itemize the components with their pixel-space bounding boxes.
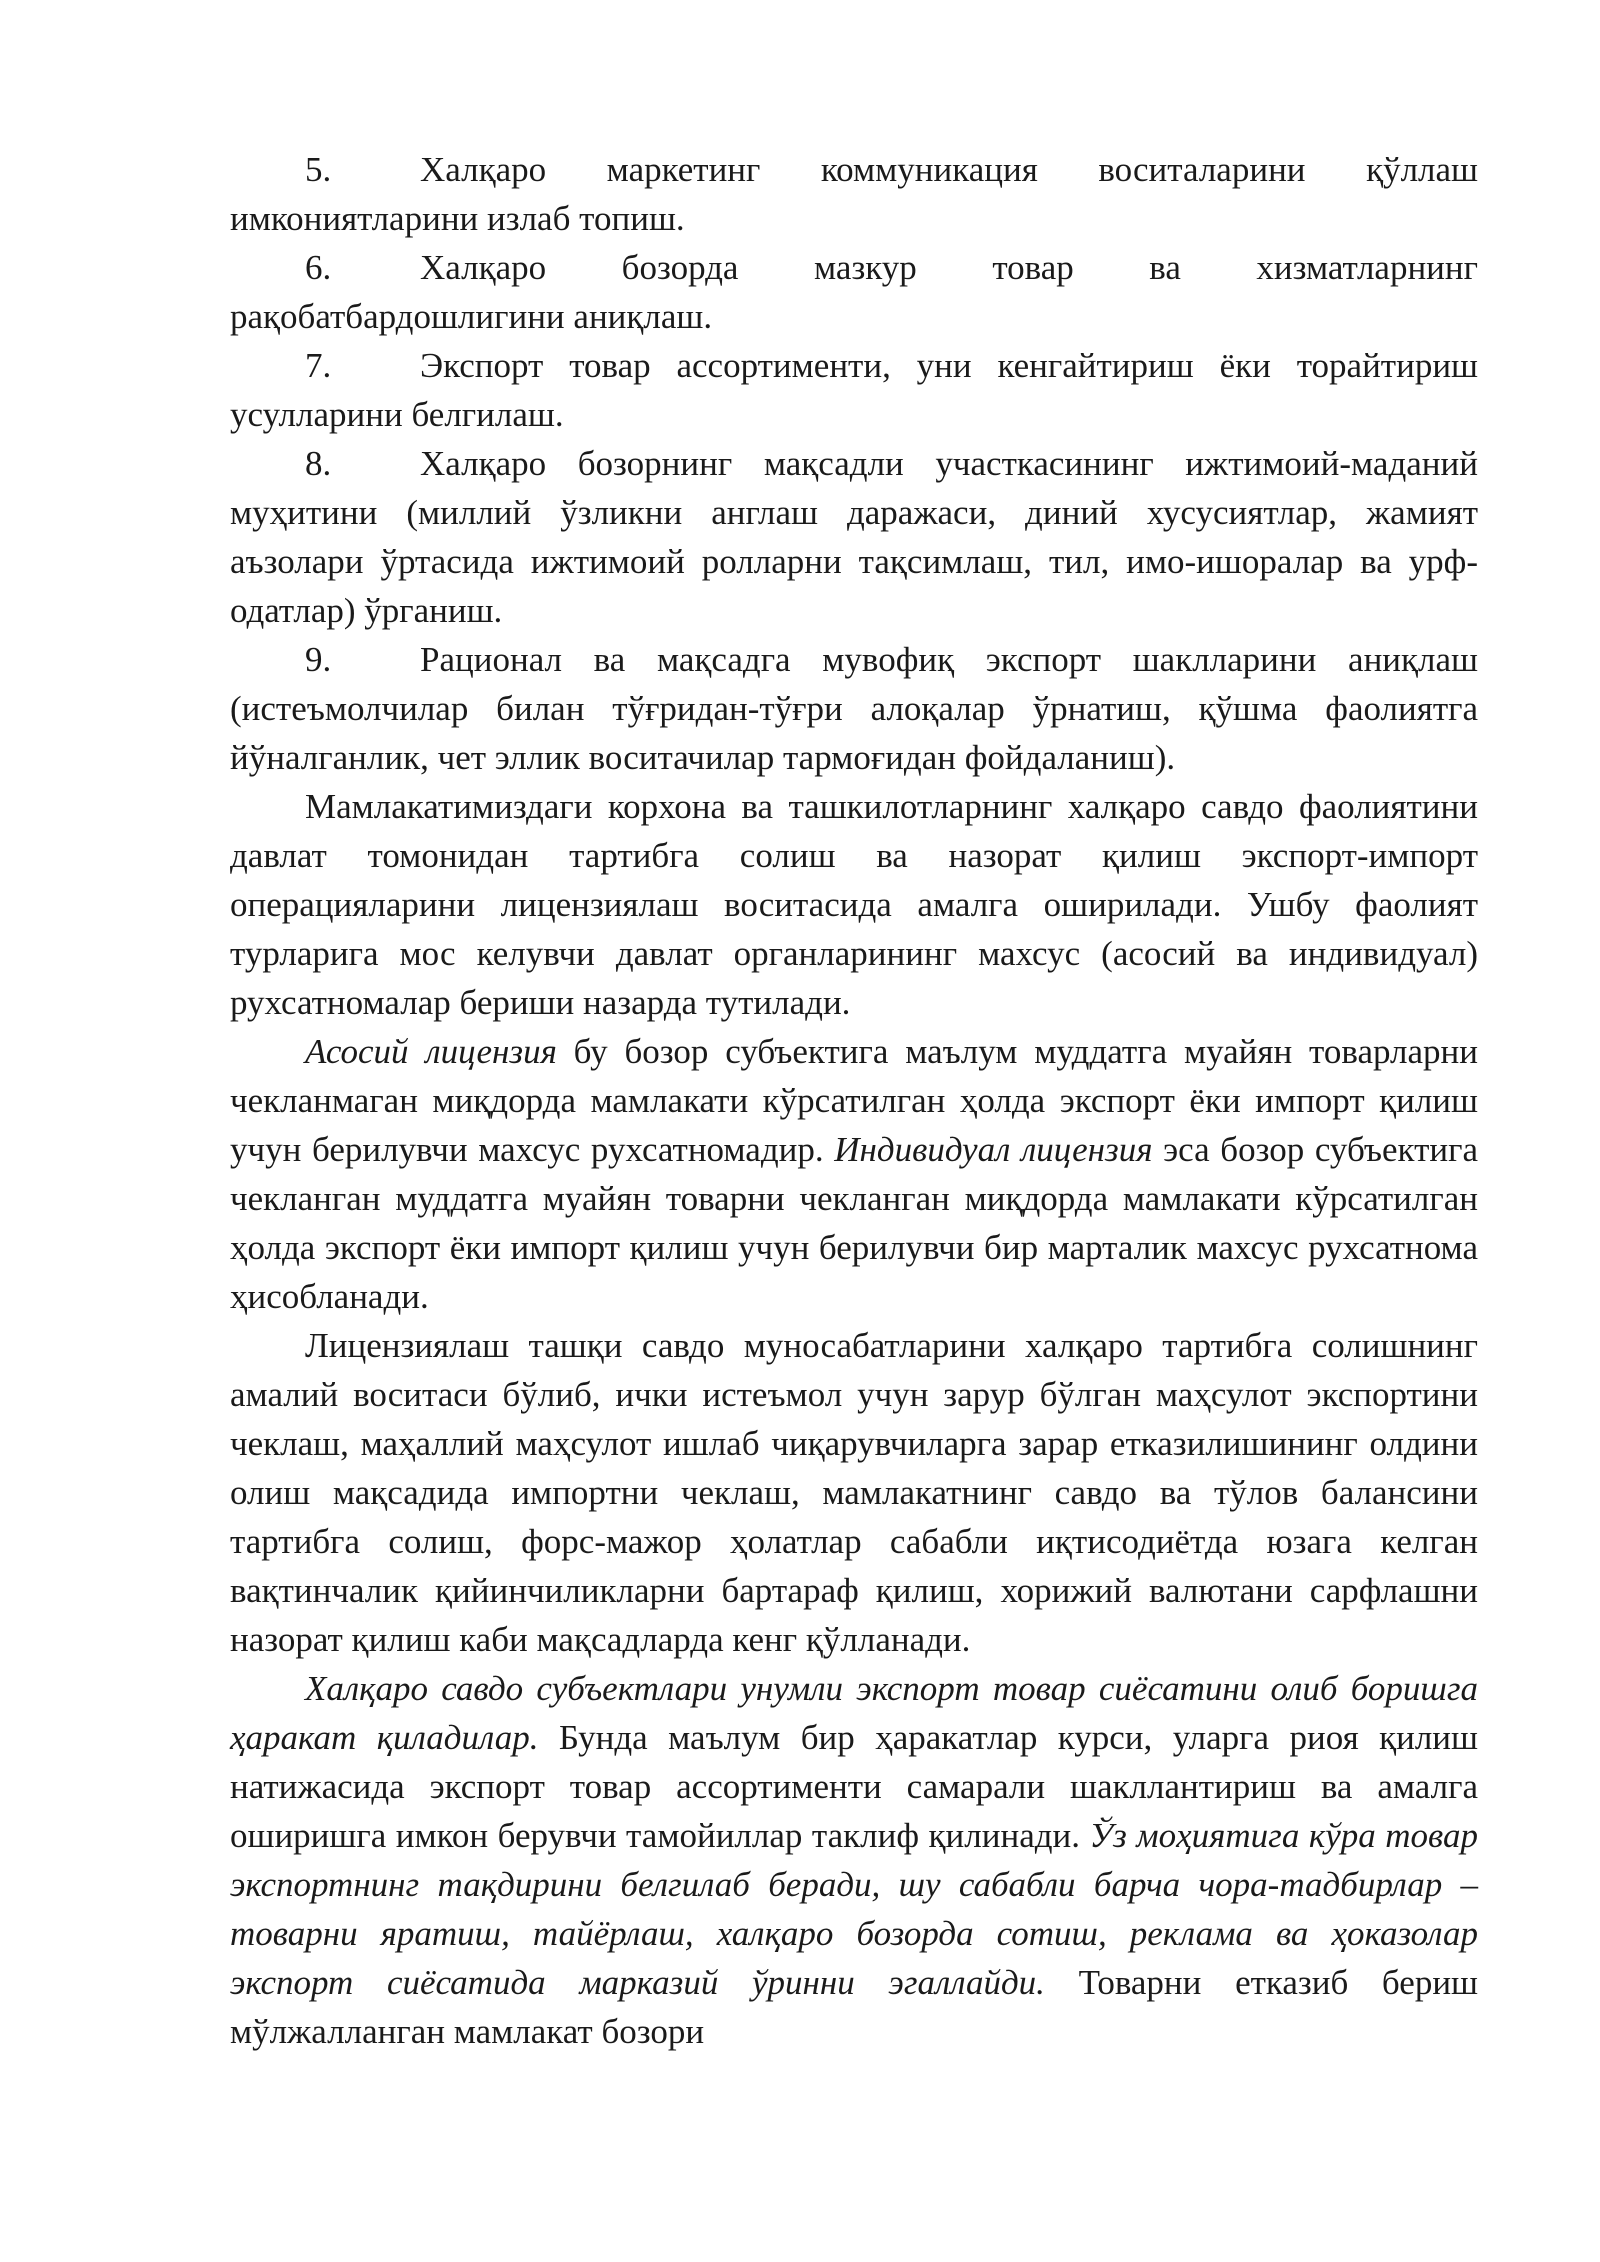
list-item-6 [230, 243, 1478, 341]
list-text: Халқаро бозорда мазкур товар ва хизматларнинг рақобатбардошлигини аниқлаш. [230, 248, 1478, 336]
paragraph-text: эса бозор субъектига чекланган муддатга муайян товарни чекланган миқдорда мамлакати кўрсатилган ҳолда экспорт ёки импорт қилиш учун берилувчи бир марталик махсус рухсатнома ҳисобланади. [230, 1130, 1478, 1316]
list-item-9 [230, 635, 1478, 782]
term-individual-license: Индивидуал лицензия [834, 1130, 1153, 1169]
list-number: 7. [305, 346, 332, 385]
list-item-8 [230, 439, 1478, 635]
list-text: Халқаро бозорнинг мақсадли участкасининг ижтимоий-маданий муҳитини (миллий ўзликни англаш даражаси, диний хусусиятлар, жамият аъзолари ўртасида ижтимоий ролларни тақсимлаш, тил, имо-ишоралар ва урф-одатлар) ўрганиш. [230, 444, 1478, 630]
list-item-5 [230, 145, 1478, 243]
paragraph-licensing: Мамлакатимиздаги корхона ва ташкилотларнинг халқаро савдо фаолиятини давлат томонидан тартибга солиш ва назорат қилиш экспорт-импорт операцияларини лицензиялаш воситасида амалга оширилади. Ушбу фаолият турларига мос келувчи давлат органларининг махсус (асосий ва индивидуал) рухсатномалар бериши назарда тутилади. [230, 787, 1478, 1022]
paragraph-export-policy [230, 1664, 1478, 2056]
paragraph-text: бу бозор субъектига маълум муддатга муайян товарларни чекланмаган миқдорда мамлакати кўрсатилган ҳолда экспорт ёки импорт қилиш учун берилувчи махсус рухсатномадир. [230, 1032, 1478, 1169]
list-text: Рационал ва мақсадга мувофиқ экспорт шаклларини аниқлаш (истеъмолчилар билан тўғридан-тўғри алоқалар ўрнатиш, қўшма фаолиятга йўналганлик, чет эллик воситачилар тармоғидан фойдаланиш). [230, 640, 1478, 777]
paragraph-text: Бунда маълум бир ҳаракатлар курси, уларга риоя қилиш натижасида экспорт товар ассортименти самарали шакллантириш ва амалга оширишга имкон берувчи тамойиллар таклиф қилинади. [230, 1718, 1478, 1855]
list-number: 6. [305, 248, 332, 287]
emphasis-text: Халқаро савдо субъектлари унумли экспорт товар сиёсатини олиб боришга ҳаракат қиладилар. [230, 1669, 1478, 1757]
emphasis-text: Ўз моҳиятига кўра товар экспортнинг тақдирини белгилаб беради, шу сабабли барча чора-тадбирлар – товарни яратиш, тайёрлаш, халқаро бозорда сотиш, реклама ва ҳоказолар экспорт сиёсатида марказий ўринни эгаллайди. [230, 1816, 1478, 2002]
list-number: 8. [305, 444, 332, 483]
paragraph-license-types [230, 1027, 1478, 1321]
paragraph-text: Товарни етказиб бериш мўлжалланган мамлакат бозори [230, 1963, 1478, 2051]
list-text: Халқаро маркетинг коммуникация воситаларини қўллаш имкониятларини излаб топиш. [230, 150, 1478, 238]
list-text: Экспорт товар ассортименти, уни кенгайтириш ёки торайтириш усулларини белгилаш. [230, 346, 1478, 434]
list-number: 9. [305, 640, 332, 679]
document-page [230, 145, 1478, 2056]
list-item-7 [230, 341, 1478, 439]
paragraph-licensing-purpose: Лицензиялаш ташқи савдо муносабатларини халқаро тартибга солишнинг амалий воситаси бўлиб, ички истеъмол учун зарур бўлган маҳсулот экспортини чеклаш, маҳаллий маҳсулот ишлаб чиқарувчиларга зарар етказилишининг олдини олиш мақсадида импортни чеклаш, мамлакатнинг савдо ва тўлов балансини тартибга солиш, форс-мажор ҳолатлар сабабли иқтисодиётда юзага келган вақтинчалик қийинчиликларни бартараф қилиш, хорижий валютани сарфлашни назорат қилиш каби мақсадларда кенг қўлланади. [230, 1326, 1478, 1659]
term-basic-license: Асосий лицензия [305, 1032, 557, 1071]
list-number: 5. [305, 150, 332, 189]
